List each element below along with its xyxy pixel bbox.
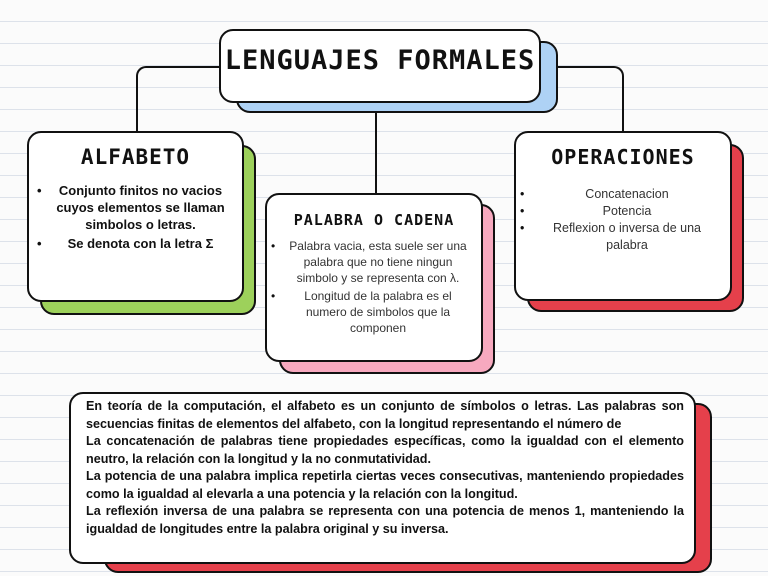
operaciones-title: OPERACIONES <box>551 145 695 169</box>
connector-left <box>136 66 222 134</box>
palabra-card <box>265 193 483 362</box>
list-item: • Palabra vacia, esta suele ser una palabra que no tiene ningun simbolo y se representa con λ. <box>267 238 473 286</box>
page-title: LENGUAJES FORMALES <box>224 45 536 76</box>
summary-box <box>69 392 696 564</box>
alfabeto-list <box>29 182 242 252</box>
title-box <box>219 29 541 103</box>
palabra-list <box>267 238 481 336</box>
list-item: • Concatenacion <box>516 186 720 203</box>
connector-center <box>375 102 377 198</box>
list-item: • Longitud de la palabra es el numero de simbolos que la componen <box>267 288 473 336</box>
operaciones-card <box>514 131 732 301</box>
summary-paragraph: La reflexión inversa de una palabra se representa con una potencia de menos 1, manteniendo la igualdad de longitudes entre la palabra original y su inversa. <box>86 504 684 536</box>
operaciones-list <box>516 186 730 254</box>
summary-paragraph: La concatenación de palabras tiene propiedades específicas, como la igualdad con el elemento neutro, la relación con la longitud y la no conmutatividad. <box>86 434 684 466</box>
palabra-title: PALABRA O CADENA <box>293 211 455 229</box>
alfabeto-card <box>27 131 244 302</box>
list-item: • Potencia <box>516 203 720 220</box>
summary-paragraph: La potencia de una palabra implica repetirla ciertas veces consecutivas, manteniendo propiedades como la igualdad al elevarla a una potencia y la relación con la longitud. <box>86 469 684 501</box>
list-item: • Conjunto finitos no vacios cuyos elementos se llaman simbolos o letras. <box>29 182 234 233</box>
list-item: • Se denota con la letra Σ <box>29 235 234 252</box>
list-item: • Reflexion o inversa de una palabra <box>516 220 720 254</box>
alfabeto-title: ALFABETO <box>80 145 191 169</box>
summary-paragraph: En teoría de la computación, el alfabeto es un conjunto de símbolos o letras. Las palabras son secuencias finitas de elementos del alfabeto, con la longitud representando el número de <box>86 399 684 431</box>
